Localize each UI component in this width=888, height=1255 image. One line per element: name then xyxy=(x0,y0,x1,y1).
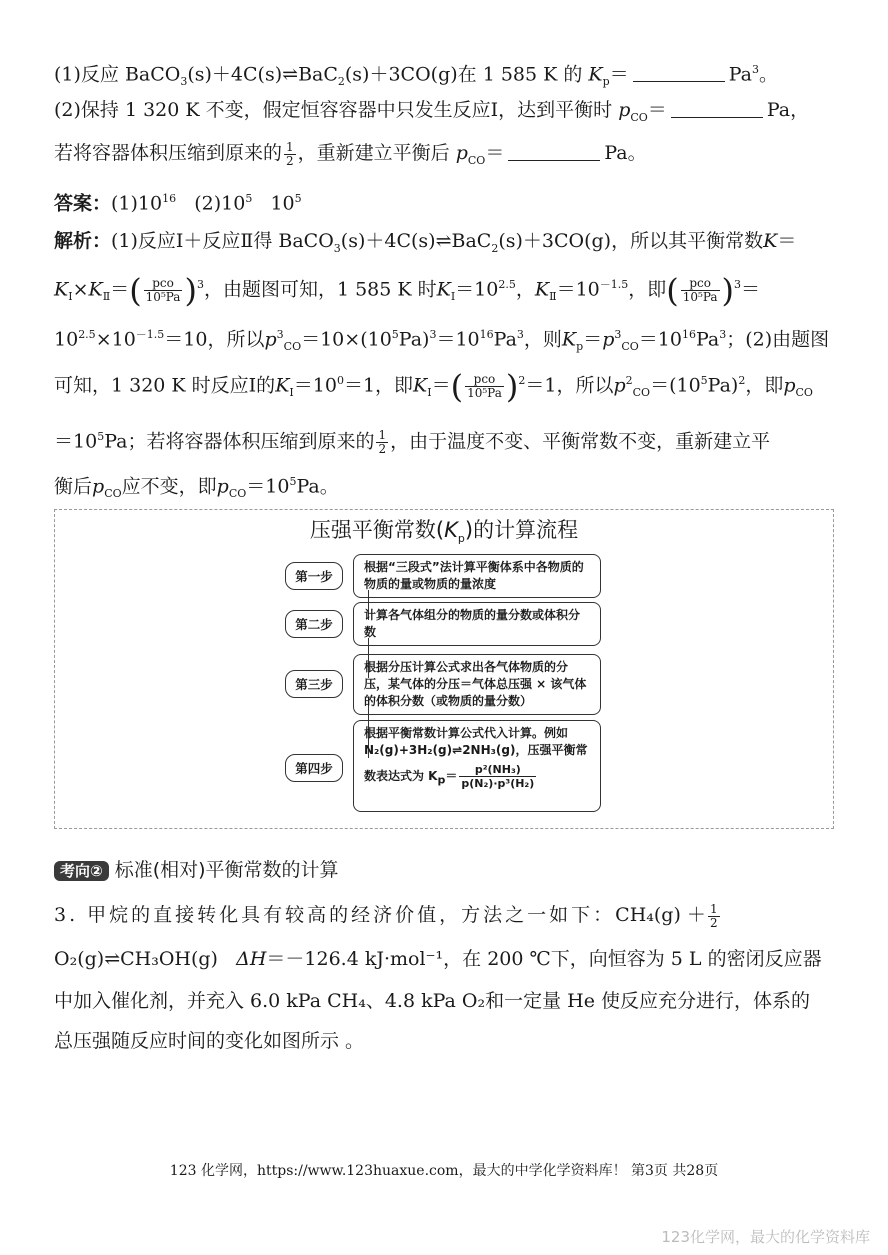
step4-eq xyxy=(364,742,590,759)
q1-end: 。 xyxy=(758,63,778,86)
sup: 0 xyxy=(336,374,344,387)
analysis-text: ＝10 xyxy=(638,328,682,351)
answer-2-exp: 5 xyxy=(245,192,253,205)
equilibrium-arrow-icon: ⇌ xyxy=(452,743,463,757)
analysis-text: 可知，1 320 K 时反应Ⅰ的 xyxy=(54,374,276,397)
fraction-half xyxy=(708,903,720,930)
analysis-text: × xyxy=(72,278,89,301)
analysis-text: ，由于温度不变、平衡常数不变，重新建立平 xyxy=(390,430,771,453)
kp-symbol: K xyxy=(588,63,603,86)
answer-blank[interactable] xyxy=(633,63,725,82)
q3-text: ＝－126.4 kJ·mol⁻¹，在 200 ℃下，向恒容为 5 L 的密闭反应器 xyxy=(266,948,822,970)
k-symbol: K xyxy=(763,230,778,252)
analysis-text: ＝10 xyxy=(293,374,337,397)
paren: ( xyxy=(666,271,679,310)
question-3-line-1 xyxy=(54,900,722,930)
analysis-line-3: $10^{2.5}\times 10^{-1.5}=10$，所以$p^3_{CO}=10\times(10^5Pa)^3=10^{16}Pa^3$，则$K_p=p^3_{CO}=10^{16}Pa^3$；(2)由题图 xyxy=(54,328,830,354)
answer-line xyxy=(54,184,302,218)
sup: 3 xyxy=(429,328,437,341)
frac-num: pco xyxy=(144,277,183,291)
q1-sub: 3 xyxy=(180,75,188,89)
flow-step-4-desc xyxy=(353,720,601,812)
p-symbol: p xyxy=(216,475,229,498)
analysis-text: ＝10，所以 xyxy=(164,328,265,351)
pco-symbol: p xyxy=(618,99,631,121)
q3-text: CH₃OH(g) xyxy=(120,948,218,970)
sub: CO xyxy=(795,386,813,400)
sup: 2.5 xyxy=(498,278,516,291)
step4-expr xyxy=(364,763,590,790)
question-3-line-3 xyxy=(54,986,810,1016)
paren: ) xyxy=(505,367,519,406)
answer-2: (2)10 xyxy=(194,192,246,215)
delta-h-symbol: ΔH xyxy=(236,948,267,970)
analysis-text: ＝10 xyxy=(246,475,290,498)
sup: －1.5 xyxy=(599,278,629,291)
sub: CO xyxy=(283,340,302,354)
fraction-half xyxy=(284,141,296,168)
question-2-line-2 xyxy=(54,138,647,176)
analysis-text: ＝ xyxy=(110,278,130,301)
sup: 3 xyxy=(719,328,727,341)
analysis-text: 衡后 xyxy=(54,475,93,498)
question-1-line xyxy=(54,55,778,97)
frac-num: 1 xyxy=(378,427,387,442)
section-tag: 考向② xyxy=(54,861,109,881)
flow-title xyxy=(55,514,833,545)
eq-b: 2NH₃(g)，压强平衡常 xyxy=(462,743,588,757)
k-symbol: K xyxy=(561,328,577,351)
fraction-pco xyxy=(144,277,183,304)
question-3-line-2 xyxy=(54,944,822,974)
pco-sub: CO xyxy=(630,110,648,124)
q1-eqsign: ＝ xyxy=(609,63,629,86)
equilibrium-arrow-icon: ⇌ xyxy=(435,230,452,252)
analysis-text: Pa xyxy=(493,328,517,351)
frac-num: p²(NH₃) xyxy=(459,763,536,777)
q3-text: O₂(g) xyxy=(54,948,105,970)
question-2-line-1 xyxy=(54,95,809,133)
k-symbol: K xyxy=(88,278,103,301)
equilibrium-arrow-icon: ⇌ xyxy=(104,948,121,970)
analysis-text: Pa) xyxy=(398,328,430,351)
p-symbol: p xyxy=(92,475,105,498)
frac-num: 1 xyxy=(286,139,294,154)
sup: 16 xyxy=(681,328,696,341)
sub: Ⅰ xyxy=(68,290,73,304)
sub: Ⅰ xyxy=(427,386,432,400)
sub: p xyxy=(576,340,584,354)
analysis-text: ×10 xyxy=(95,328,136,351)
answer-blank[interactable] xyxy=(508,142,600,161)
sub: CO xyxy=(104,487,122,501)
kp-sub: p xyxy=(602,75,610,89)
sub: CO xyxy=(621,340,639,354)
q1-mid2: BaC xyxy=(298,63,338,86)
eq-a: N₂(g)+3H₂(g) xyxy=(364,743,453,757)
q2-eqsign: ＝ xyxy=(485,142,505,164)
q1-mid3: (s)＋3CO(g)在 1 585 K 的 xyxy=(344,63,583,86)
sup: 3 xyxy=(196,278,204,291)
sup: 2 xyxy=(738,374,746,387)
frac-den: 10⁵Pa xyxy=(467,385,502,400)
q2-text-a: (2)保持 1 320 K 不变，假定恒容容器中只发生反应Ⅰ，达到平衡时 xyxy=(54,99,613,121)
q1-unit: Pa xyxy=(728,63,752,86)
flow-step-desc: 计算各气体组分的物质的量分数或体积分数 xyxy=(353,602,601,646)
pco-sub: CO xyxy=(467,153,486,167)
p-symbol: p xyxy=(783,374,796,397)
analysis-line-5 xyxy=(54,422,770,456)
flow-step-label: 第二步 xyxy=(285,610,343,638)
analysis-text: Pa xyxy=(695,328,720,351)
answer-blank[interactable] xyxy=(671,99,763,118)
q1-sub2: 2 xyxy=(337,75,345,89)
analysis-text: (1)反应Ⅰ＋反应Ⅱ得 BaCO xyxy=(111,230,334,252)
analysis-text: ，即 xyxy=(745,374,784,397)
frac-den: 10⁵Pa xyxy=(682,289,718,304)
k-symbol: K xyxy=(54,278,69,301)
q3-text: 中加入催化剂，并充入 6.0 kPa CH₄、4.8 kPa O₂和一定量 He 使反应充分进行，体系的 xyxy=(54,990,810,1012)
analysis-text: ， xyxy=(515,278,535,301)
sup: 3 xyxy=(614,328,622,341)
fraction-pco xyxy=(681,277,720,304)
sup: 2 xyxy=(518,374,526,387)
paren: ( xyxy=(450,367,464,406)
paren: ) xyxy=(184,271,197,310)
sup: 3 xyxy=(516,328,524,341)
q2-eqsign: ＝ xyxy=(647,99,667,121)
sup: －1.5 xyxy=(135,328,165,341)
frac-den: p(N₂)·p³(H₂) xyxy=(461,777,535,790)
k-symbol: K xyxy=(436,278,451,301)
frac-den: 10⁵Pa xyxy=(145,289,181,304)
p-symbol: p xyxy=(264,328,277,351)
analysis-text: BaC xyxy=(451,230,492,252)
sub: 3 xyxy=(333,241,341,255)
q1-unit-exp: 3 xyxy=(751,63,759,76)
q2-unit: Pa， xyxy=(766,99,810,121)
sub: CO xyxy=(632,386,651,400)
analysis-text: ＝(10 xyxy=(650,374,701,397)
analysis-line-1 xyxy=(54,226,796,264)
watermark: 123化学网，最大的化学资料库 xyxy=(661,1228,870,1246)
analysis-text: 10 xyxy=(54,328,79,351)
analysis-line-4 xyxy=(54,366,813,408)
analysis-text: ＝10 xyxy=(436,328,480,351)
frac-den: 2 xyxy=(378,441,387,456)
page-footer: 123 化学网，https://www.123huaxue.com，最大的中学化学资料库！ 第3页 共28页 xyxy=(169,1163,719,1179)
flow-title-b: )的计算流程 xyxy=(464,518,579,542)
sub: Ⅱ xyxy=(549,290,557,304)
section-title: 标准(相对)平衡常数的计算 xyxy=(114,859,339,881)
analysis-text: ＝ xyxy=(583,328,603,351)
equilibrium-arrow-icon: ⇌ xyxy=(282,63,299,86)
p-symbol: p xyxy=(613,374,626,397)
step4-text: 根据平衡常数计算公式代入计算。例如 xyxy=(364,726,569,740)
q1-mid1: (s)＋4C(s) xyxy=(187,63,283,86)
analysis-text: ＝1，所以 xyxy=(525,374,614,397)
sup: 5 xyxy=(289,475,297,488)
q2-text-c: ，重新建立平衡后 xyxy=(297,142,450,164)
sub: Ⅱ xyxy=(102,290,111,304)
fraction-pco xyxy=(465,373,504,400)
analysis-line-2 xyxy=(54,270,760,312)
paren: ) xyxy=(721,271,735,310)
frac-num: pco xyxy=(681,277,720,291)
analysis-text: ，则 xyxy=(523,328,562,351)
expr-a: 数表达式为 K xyxy=(364,769,438,783)
analysis-text: ＝10 xyxy=(455,278,499,301)
flow-step-label: 第一步 xyxy=(285,562,343,590)
answer-3-exp: 5 xyxy=(294,192,302,205)
analysis-text: Pa。 xyxy=(296,475,339,498)
frac-num: pco xyxy=(465,373,504,387)
sub: CO xyxy=(228,487,247,501)
analysis-text: ＝ xyxy=(741,278,761,301)
sub: p xyxy=(437,773,446,787)
sup: 5 xyxy=(700,374,708,387)
flow-step-label: 第三步 xyxy=(285,670,343,698)
analysis-text: ＝ xyxy=(431,374,451,397)
answer-label: 答案： xyxy=(54,192,112,215)
analysis-text: Pa) xyxy=(707,374,739,397)
flow-step-desc: 根据分压计算公式求出各气体物质的分压，某气体的分压＝气体总压强 × 该气体的体积分数（或物质的量分数） xyxy=(353,654,601,715)
analysis-text: ，即 xyxy=(628,278,667,301)
answer-3: 10 xyxy=(270,192,295,215)
frac-den: 2 xyxy=(286,153,294,168)
analysis-text: ＝10×(10 xyxy=(301,328,392,351)
analysis-text: 应不变，即 xyxy=(121,475,217,498)
analysis-text: ＝ xyxy=(777,230,797,252)
analysis-text: ＝10 xyxy=(556,278,600,301)
sup: 16 xyxy=(479,328,494,341)
sub: 2 xyxy=(491,241,499,255)
fraction-half xyxy=(376,429,388,456)
sub: Ⅰ xyxy=(289,386,294,400)
pco-symbol: p xyxy=(455,142,468,164)
sub: p xyxy=(457,532,465,546)
analysis-line-6 xyxy=(54,467,339,509)
q3-text: 3. 甲烷的直接转化具有较高的经济价值，方法之一如下： xyxy=(54,904,616,926)
flow-title-a: 压强平衡常数( xyxy=(309,518,445,542)
k-symbol: K xyxy=(413,374,428,397)
analysis-text: Pa；若将容器体积压缩到原来的 xyxy=(104,430,375,453)
answer-1: (1)10 xyxy=(111,192,163,215)
analysis-text: (s)＋3CO(g)，所以其平衡常数 xyxy=(498,230,764,252)
sup: 3 xyxy=(734,278,742,291)
kp-fraction xyxy=(459,763,536,790)
frac-den: 2 xyxy=(709,915,718,930)
analysis-label: 解析： xyxy=(54,230,112,252)
sup: 5 xyxy=(97,430,105,443)
flow-step-label: 第四步 xyxy=(285,754,343,782)
answer-1-exp: 16 xyxy=(162,192,177,205)
question-3-line-4 xyxy=(54,1026,364,1056)
analysis-text: ＝1，即 xyxy=(343,374,414,397)
sup: 3 xyxy=(276,328,284,341)
q1-prefix: (1)反应 BaCO xyxy=(54,63,181,86)
frac-num: 1 xyxy=(709,901,718,916)
flow-step-desc: 根据“三段式”法计算平衡体系中各物质的物质的量或物质的量浓度 xyxy=(353,554,601,598)
eqsign: ＝ xyxy=(445,769,458,783)
sup: 2.5 xyxy=(78,328,96,341)
kp-flow-box xyxy=(54,509,834,829)
k-symbol: K xyxy=(534,278,550,301)
q2-unit-end: Pa。 xyxy=(604,142,647,164)
paren: ( xyxy=(129,271,142,310)
analysis-text: (2)由题图 xyxy=(745,328,830,351)
sub: Ⅰ xyxy=(450,290,456,304)
sup: 2 xyxy=(625,374,633,387)
q3-text: 总压强随反应时间的变化如图所示 。 xyxy=(54,1030,365,1052)
p-symbol: p xyxy=(602,328,615,351)
q3-ch4: CH₄(g) ＋ xyxy=(615,904,706,926)
analysis-text: ＝10 xyxy=(54,430,98,453)
section-heading xyxy=(54,855,339,885)
k-symbol: K xyxy=(275,374,290,397)
q2-text-b: 若将容器体积压缩到原来的 xyxy=(54,142,283,164)
analysis-text: ，由题图可知，1 585 K 时 xyxy=(203,278,437,301)
analysis-text: (s)＋4C(s) xyxy=(340,230,436,252)
k-symbol: K xyxy=(444,518,458,542)
sup: 5 xyxy=(391,328,399,341)
